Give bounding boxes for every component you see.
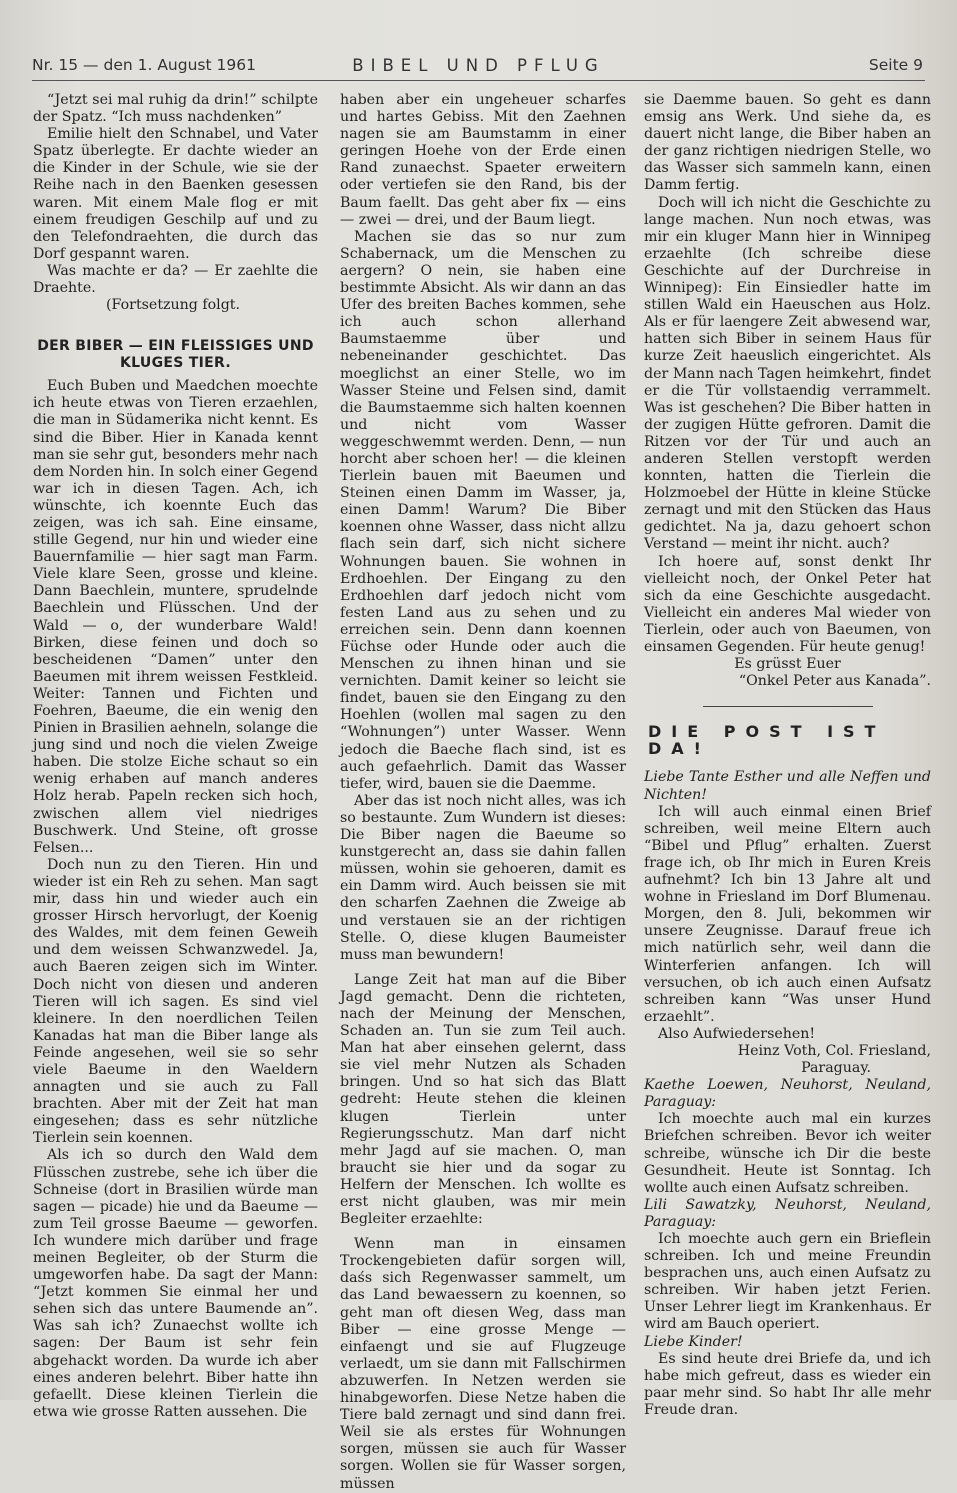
column-1 [33, 92, 318, 1421]
reply-salutation: Liebe Kinder! [644, 1333, 743, 1350]
article-paragraph: Euch Buben und Maedchen moechte ich heute etwas von Tieren erzaehlen, die man in Südamerika nicht kennt. Es sind die Biber. Hier in Kanada kennt man sie sehr gut, besonders mehr nach dem Norden hin. In solch einer Gegend war ich in diesen Tagen. Ach, ich wünschte, ich koennte Euch das zeigen, was ich sah. Eine einsame, stille Gegend, nur hin und wieder eine Bauernfamilie — hier sagt man Farm. Viele klare Seen, grosse und kleine. Dann Baechlein, muntere, sprudelnde Baechlein und Flüsschen. Und der Wald — o, der wunderbare Wald! Birken, diese feinen und doch so bescheidenen “Damen” unter den Baeumen mit ihrem weissen Festkleid. Weiter: Tannen und Fichten und Foehren, Baeume, die ein wenig den Pinien in Brasilien aehneln, solange die jung sind und noch die vielen Zweige haben. Die stolze Eiche schaut so ein wenig erhaben auf manch anderes Holz herab. Papeln recken sich hoch, zwischen allem viel niedriges Buschwerk. Und Steine, oft grosse Felsen... [33, 378, 318, 856]
letter-body: Ich will auch einmal einen Brief schreiben, weil meine Eltern auch “Bibel und Pflug” erhalten. Zuerst frage ich, ob Ihr mich in Euren Kreis aufnehmt? Ich bin 13 Jahre alt und wohne in Friesland im Dorf Blumenau. Morgen, den 8. Juli, bekommen wir unsere Zeugnisse. Darauf freue ich mich natürlich sehr, weil dann die Winterferien anfangen. Ich will versuchen, ob ich auch einen Aufsatz schreiben kann “Was unser Hund erzaehlt”. [644, 803, 931, 1025]
story-paragraph: Was machte er da? — Er zaehlte die Draehte. [33, 262, 318, 297]
letter-signature-country: Paraguay. [801, 1060, 871, 1077]
letter-salutation: Liebe Tante Esther und alle Neffen und Nichten! [644, 769, 931, 803]
letter-body: Ich moechte auch mal ein kurzes Briefchen schreiben. Bevor ich weiter schreibe, wünsche ich Dir die beste Gesundheit. Heute ist Sonntag. Ich wollte auch einen Aufsatz schreiben. [644, 1111, 931, 1196]
article-paragraph: Lange Zeit hat man auf die Biber Jagd gemacht. Denn die richteten, nach der Meinung der Menschen, Schaden an. Tun sie zum Teil auch. Man hat aber einsehen gelernt, dass sie viel mehr Nutzen als Schaden bringen. Und so hat sich das Blatt gedreht: Heute stehen die kleinen klugen Tierlein unter Regierungsschutz. Man darf nicht mehr Jagd auf sie machen. O, man braucht sie hier und da sogar zu Helfern der Menschen. Ich wollte es erst nicht glauben, was mir mein Begleiter erzaehlte: [340, 971, 626, 1228]
section-title-post: DIE POST IST DA! [648, 722, 886, 759]
page-header [32, 56, 925, 80]
article-title: DER BIBER — EIN FLEISSIGES UND KLUGES TIER. [37, 338, 314, 372]
section-divider [703, 706, 873, 707]
column-2 [340, 92, 626, 1493]
author-signature: “Onkel Peter aus Kanada”. [738, 673, 931, 690]
article-paragraph: Doch nun zu den Tieren. Hin und wieder ist ein Reh zu sehen. Man sagt mir, dass hin und wieder auch ein grosser Hirsch hervorlugt, der Koenig des Waldes, mit dem feinen Geweih und dem weissen Schwanzwedel. Ja, auch Baeren zeigen sich im Winter. Doch nicht von diesen und anderen Tieren will ich sagen. Es sind viel kleinere. In den noerdlichen Teilen Kanadas hat man die Biber lange als Feinde angesehen, weil sie so sehr viele Baeume in den Waeldern annagten und sie auch zu Fall brachten. Aber mit der Zeit hat man eingesehen; dass es sehr nützliche Tierlein sein koennen. [33, 856, 318, 1147]
article-paragraph: Als ich so durch den Wald dem Flüsschen zustrebe, sehe ich über die Schneise (dort in Brasilien würde man sagen — picade) hie und da Baeume — zum Teil grosse Baeume — geworfen. Ich wundere mich darüber und frage meinen Begleiter, ob der Sturm die umgeworfen habe. Da sagt der Mann: “Jetzt kommen Sie einmal her und sehen sich das untere Baumende an”. Was sah ich? Zunaechst wollte ich sagen: Der Baum ist sehr fein abgehackt worden. Da wurde ich aber eines anderen belehrt. Biber hatte ihn gefaellt. Diese kleinen Tierlein die etwa wie grosse Ratten aussehen. Die [33, 1147, 318, 1420]
letter-body: Ich moechte auch gern ein Brieflein schreiben. Ich und meine Freundin besprachen uns, auch einen Aufsatz zu schreiben. Wir haben jetzt Ferien. Unser Lehrer liegt im Krankenhaus. Er wird am Bauch operiert. [644, 1231, 931, 1333]
article-paragraph: Wenn man in einsamen Trockengebieten dafür sorgen will, daśs sich Regenwasser sammelt, um das Land bewaessern zu koennen, so geht man oft diesen Weg, dass man Biber — eine grosse Menge — einfaengt und sie auf Flugzeuge verlaedt, um sie dann mit Fallschirmen abzuwerfen. In Netzen werden sie hinabgeworfen. Diese Netze haben die Tiere bald zernagt und sind dann frei. Weil sie als erstes für Wohnungen sorgen, müssen sie auch für Wasser sorgen. Wollen sie für Wasser sorgen, müssen [340, 1236, 626, 1492]
reply-body: Es sind heute drei Briefe da, und ich habe mich gefreut, dass es wieder ein paar mehr sind. So habt Ihr alle mehr Freude dran. [644, 1350, 931, 1418]
article-paragraph: Aber das ist noch nicht alles, was ich so bestaunte. Zum Wundern ist dieses: Die Biber nagen die Baeume so kunstgerecht an, dass sie dahin fallen müssen, wohin sie gehoeren, damit es ein Damm wird. Auch beissen sie mit den scharfen Zaehnen die Zweige ab und verstauen sie an der richtigen Stelle. O, diese klugen Baumeister muss man bewundern! [340, 792, 626, 963]
letter-closing: Also Aufwiedersehen! [658, 1025, 816, 1042]
article-paragraph: haben aber ein ungeheuer scharfes und hartes Gebiss. Mit den Zaehnen nagen sie am Baumstamm in einer geringen Hoehe von der Erde einen Rand zunaechst. Spaeter erweitern oder vertiefen sie den Rand, bis der Baum faellt. Das geht aber fix — eins — zwei — drei, und der Baum liegt. [340, 92, 626, 228]
article-paragraph: Ich hoere auf, sonst denkt Ihr vielleicht noch, der Onkel Peter hat sich da eine Geschichte ausgedacht. Vielleicht ein anderes Mal wieder von Tierlein, oder auch von Baeumen, von einsamen Gegenden. Für heute genug! [644, 553, 931, 655]
issue-info: Nr. 15 — den 1. August 1961 [32, 56, 256, 74]
column-3 [644, 92, 931, 1419]
article-paragraph: Machen sie das so nur zum Schabernack, um die Menschen zu aergern? O nein, sie haben eine bestimmte Absicht. Als wir dann an das Ufer des breiten Baches kommen, sehe ich auch schon allerhand Baumstaemme über und nebeneinander geschichtet. Das moeglichst an einer Stelle, wo im Wasser Steine und Felsen sind, damit die Baumstaemme sich halten koennen und nicht vom Wasser weggeschwemmt werden. Denn, — nun horcht aber schoen her! — die kleinen Tierlein bauen mit Baeumen und Steinen einen Damm im Wasser, ja, einen Damm! Warum? Die Biber koennen ohne Wasser, dass nicht allzu flach sein darf, sich nicht sichere Wohnungen bauen. Sie wohnen in Erdhoehlen. Der Eingang zu den Erdhoehlen darf jedoch nicht vom festen Land aus zu sehen und zu erreichen sein. Denn dann koennen Füchse oder Hunde oder auch die Menschen zu ihnen hinan und sie vernichten. Damit keiner so leicht sie findet, bauen sie den Eingang zu den Hoehlen (wollen mal sagen zu den “Wohnungen”) unter Wasser. Wenn jedoch die Baeche flach sind, ist es auch gefaehrlich. Damit das Wasser tiefer, wird, bauen sie die Daemme. [340, 228, 626, 792]
article-paragraph: sie Daemme bauen. So geht es dann emsig ans Werk. Und siehe da, es dauert nicht lange, die Biber haben an der ganz richtigen niedrigen Stelle, wo das Wasser sich sammeln kann, einen Damm fertig. [644, 92, 931, 194]
publication-title: BIBEL UND PFLUG [352, 56, 605, 75]
letter-signature: Heinz Voth, Col. Friesland, [737, 1042, 931, 1059]
continuation-note: (Fortsetzung folgt. [106, 297, 240, 314]
header-rule [32, 80, 925, 81]
closing-greeting: Es grüsst Euer [734, 656, 841, 673]
letter-heading: Kaethe Loewen, Neuhorst, Neuland, Paraguay: [644, 1077, 931, 1111]
article-paragraph: Doch will ich nicht die Geschichte zu lange machen. Nun noch etwas, was mir ein kluger Mann hier in Winnipeg erzaehlte (Ich schreibe diese Geschichte auf der Durchreise in Winnipeg): Ein Einsiedler hatte im stillen Wald ein Haeuschen aus Holz. Als er für laengere Zeit abwesend war, hatten sich Biber in seinem Haus für kurze Zeit haeuslich eingerichtet. Als der Mann nach Tagen heimkehrt, findet er die Tür vollstaendig verrammelt. Was ist geschehen? Die Biber hatten in der zugigen Hütte gefroren. Damit die Ritzen vor der Tür und auch an anderen Stellen verstopft werden konnten, hatten die Tierlein die Holzmoebel der Hütte in kleine Stücke zernagt und mit den Stücken das Haus gedichtet. Na ja, dazu gehoert schon Verstand — meint ihr nicht. auch? [644, 194, 931, 553]
story-paragraph: Emilie hielt den Schnabel, und Vater Spatz überlegte. Er dachte wieder an die Kinder in der Schule, wie sie der Reihe nach in den Baenken gesessen waren. Mit einem Male flog er mit einem freudigen Geschilp auf und zu den Telefondraehten, die durch das Dorf gespannt waren. [33, 126, 318, 262]
letter-heading: Lili Sawatzky, Neuhorst, Neuland, Paraguay: [644, 1196, 931, 1230]
page-number: Seite 9 [868, 56, 923, 74]
story-paragraph: “Jetzt sei mal ruhig da drin!” schilpte der Spatz. “Ich muss nachdenken” [33, 92, 318, 126]
